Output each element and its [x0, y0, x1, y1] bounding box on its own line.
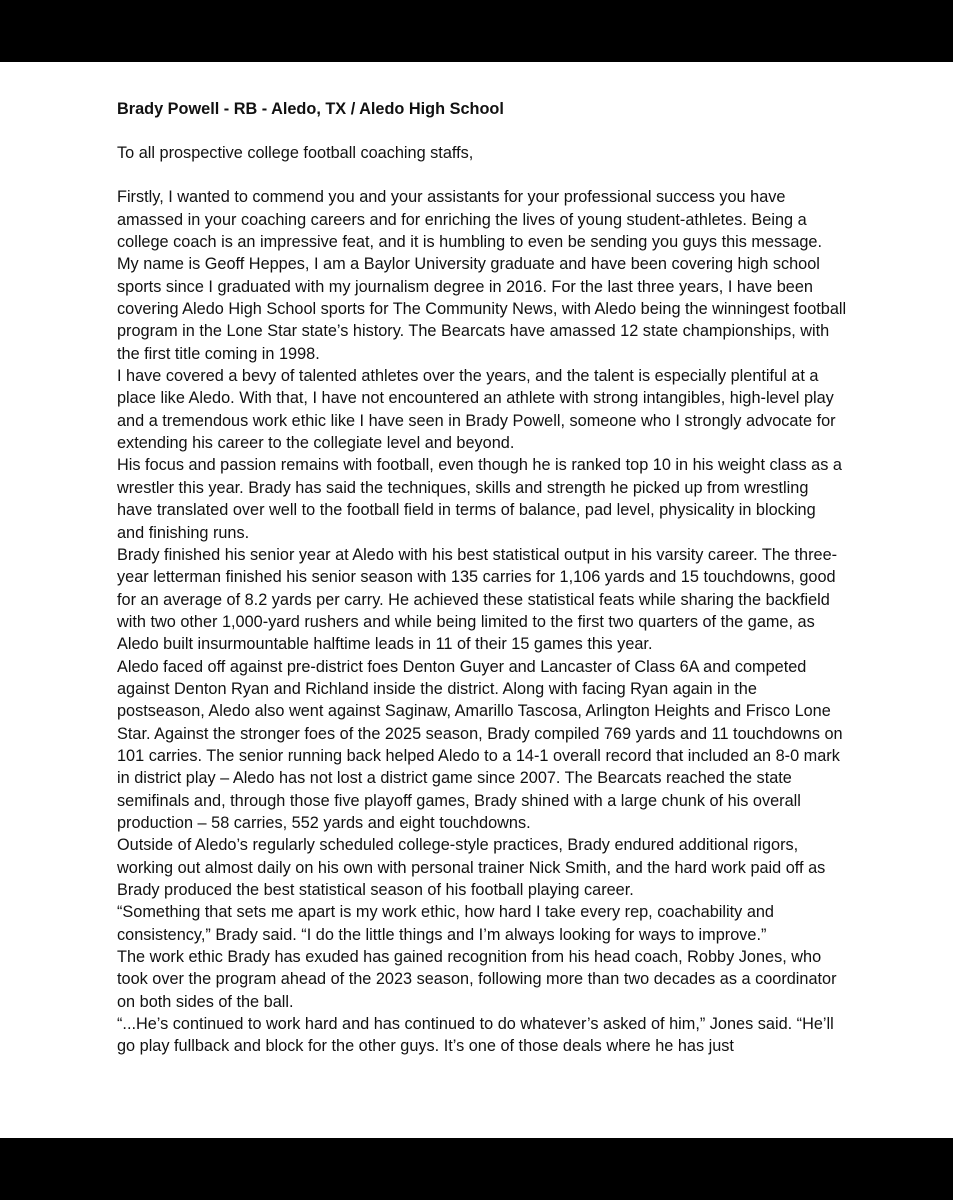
paragraph: “...He’s continued to work hard and has continued to do whatever’s asked of him,” Jones said. “He’ll go play fullback and block for the other guys. It’s one of those deals where he has just: [117, 1015, 834, 1056]
paragraph: Brady finished his senior year at Aledo with his best statistical output in his varsity career. The three-year letterman finished his senior season with 135 carries for 1,106 yards and 15 touchdowns, good for an average of 8.2 yards per carry. He achieved these statistical feats while sharing the backfield with two other 1,000-yard rushers and while being limited to the first two quarters of the game, as Aledo built insurmountable halftime leads in 11 of their 15 games this year.: [117, 545, 838, 654]
paragraph: Firstly, I wanted to commend you and your assistants for your professional success you have amassed in your coaching careers and for enriching the lives of young student-athletes. Being a college coach is an impressive feat, and it is humbling to even be sending you guys this message. My name is Geoff Heppes, I am a Baylor University graduate and have been covering high school sports since I graduated with my journalism degree in 2016. For the last three years, I have been covering Aledo High School sports for The Community News, with Aledo being the winningest football program in the Lone Star state’s history. The Bearcats have amassed 12 state championships, with the first title coming in 1998.: [117, 188, 847, 363]
document-title: Brady Powell - RB - Aledo, TX / Aledo High School: [117, 100, 504, 118]
document-content: [117, 98, 847, 1058]
letter-body: [117, 186, 847, 1057]
paragraph: I have covered a bevy of talented athletes over the years, and the talent is especially plentiful at a place like Aledo. With that, I have not encountered an athlete with strong intangibles, high-level play and a tremendous work ethic like I have seen in Brady Powell, someone who I strongly advocate for extending his career to the collegiate level and beyond.: [117, 367, 836, 453]
paragraph: Aledo faced off against pre-district foes Denton Guyer and Lancaster of Class 6A and competed against Denton Ryan and Richland inside the district. Along with facing Ryan again in the postseason, Aledo also went against Saginaw, Amarillo Tascosa, Arlington Heights and Frisco Lone Star. Against the stronger foes of the 2025 season, Brady compiled 769 yards and 11 touchdowns on 101 carries. The senior running back helped Aledo to a 14-1 overall record that included an 8-0 mark in district play – Aledo has not lost a district game since 2007. The Bearcats reached the state semifinals and, through those five playoff games, Brady shined with a large chunk of his overall production – 58 carries, 552 yards and eight touchdowns.: [117, 657, 843, 832]
paragraph: “Something that sets me apart is my work ethic, how hard I take every rep, coachability and consistency,” Brady said. “I do the little things and I’m always looking for ways to improve.”: [117, 903, 774, 944]
paragraph: Outside of Aledo’s regularly scheduled college-style practices, Brady endured additional rigors, working out almost daily on his own with personal trainer Nick Smith, and the hard work paid off as Brady produced the best statistical season of his football playing career.: [117, 836, 826, 899]
document-page: [0, 62, 953, 1138]
paragraph: His focus and passion remains with football, even though he is ranked top 10 in his weight class as a wrestler this year. Brady has said the techniques, skills and strength he picked up from wrestling have translated over well to the football field in terms of balance, pad level, physicality in blocking and finishing runs.: [117, 456, 842, 542]
paragraph: The work ethic Brady has exuded has gained recognition from his head coach, Robby Jones, who took over the program ahead of the 2023 season, following more than two decades as a coordinator on both sides of the ball.: [117, 948, 837, 1011]
salutation: To all prospective college football coaching staffs,: [117, 144, 474, 162]
